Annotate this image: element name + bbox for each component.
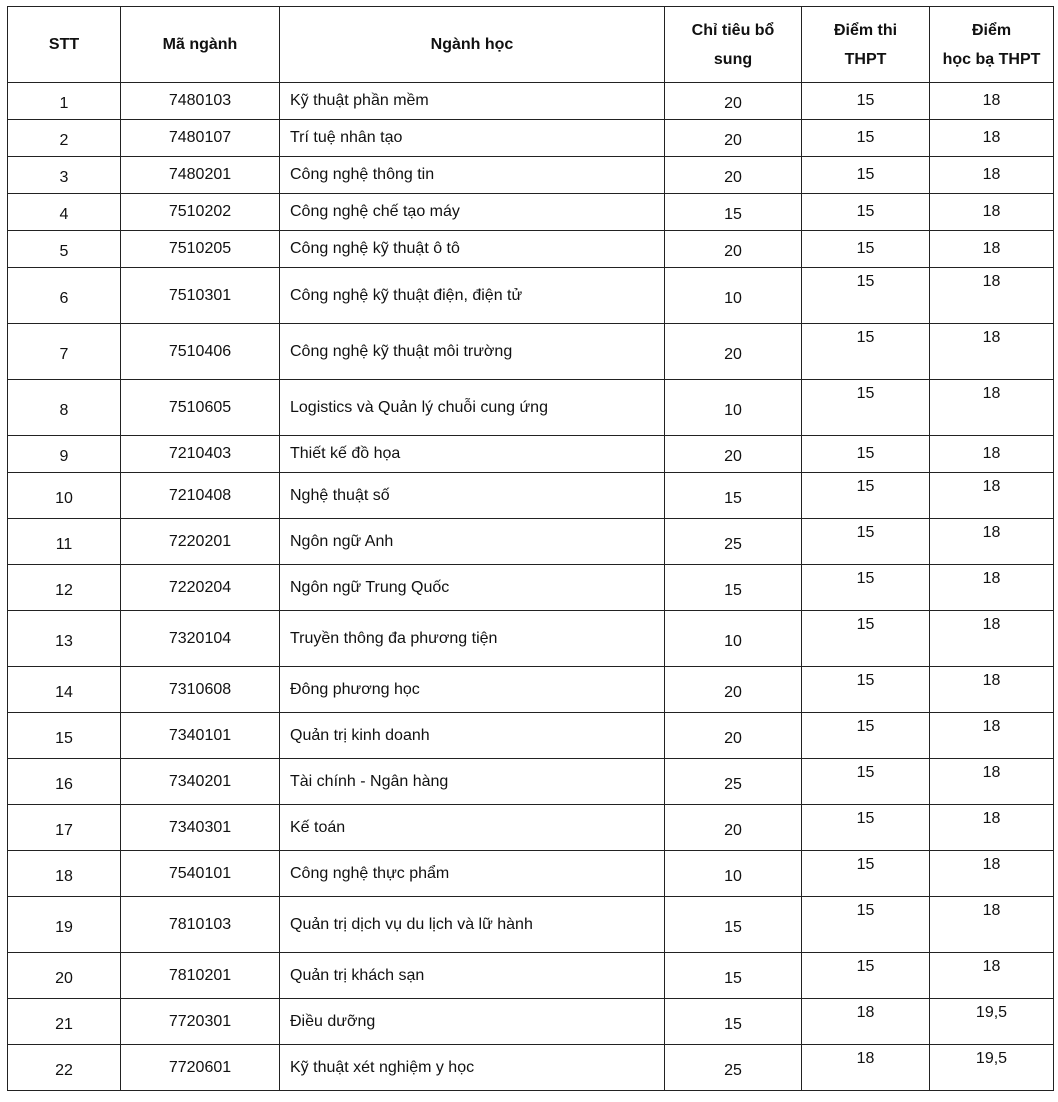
cell-record-score: 18 <box>930 897 1054 953</box>
table-header-row <box>8 7 1054 83</box>
table-row <box>8 157 1054 194</box>
cell-quota: 20 <box>665 157 802 194</box>
cell-exam-score: 15 <box>802 611 930 667</box>
cell-record-score: 18 <box>930 268 1054 324</box>
cell-stt: 2 <box>8 120 121 157</box>
cell-exam-score: 15 <box>802 380 930 436</box>
table-row <box>8 611 1054 667</box>
cell-quota: 15 <box>665 473 802 519</box>
table-row <box>8 1045 1054 1091</box>
cell-record-score: 18 <box>930 851 1054 897</box>
table-row <box>8 805 1054 851</box>
cell-quota: 20 <box>665 805 802 851</box>
cell-quota: 20 <box>665 231 802 268</box>
table-row <box>8 231 1054 268</box>
cell-record-score: 19,5 <box>930 1045 1054 1091</box>
cell-quota: 20 <box>665 713 802 759</box>
cell-code: 7510205 <box>121 231 280 268</box>
cell-stt: 19 <box>8 897 121 953</box>
cell-stt: 6 <box>8 268 121 324</box>
cell-exam-score: 15 <box>802 519 930 565</box>
cell-exam-score: 15 <box>802 473 930 519</box>
table-row <box>8 473 1054 519</box>
cell-code: 7510605 <box>121 380 280 436</box>
cell-major: Công nghệ chế tạo máy <box>280 194 665 231</box>
cell-record-score: 18 <box>930 667 1054 713</box>
cell-stt: 11 <box>8 519 121 565</box>
table-row <box>8 667 1054 713</box>
cell-stt: 12 <box>8 565 121 611</box>
table-row <box>8 436 1054 473</box>
cell-record-score: 18 <box>930 953 1054 999</box>
cell-code: 7810103 <box>121 897 280 953</box>
cell-code: 7480201 <box>121 157 280 194</box>
cell-major: Quản trị khách sạn <box>280 953 665 999</box>
table-row <box>8 999 1054 1045</box>
cell-record-score: 19,5 <box>930 999 1054 1045</box>
cell-stt: 20 <box>8 953 121 999</box>
cell-code: 7210403 <box>121 436 280 473</box>
cell-stt: 5 <box>8 231 121 268</box>
cell-record-score: 18 <box>930 83 1054 120</box>
cell-major: Tài chính - Ngân hàng <box>280 759 665 805</box>
cell-major: Công nghệ thông tin <box>280 157 665 194</box>
cell-major: Ngôn ngữ Trung Quốc <box>280 565 665 611</box>
cell-record-score: 18 <box>930 519 1054 565</box>
cell-stt: 17 <box>8 805 121 851</box>
cell-record-score: 18 <box>930 324 1054 380</box>
cell-stt: 18 <box>8 851 121 897</box>
cell-record-score: 18 <box>930 805 1054 851</box>
cell-quota: 10 <box>665 851 802 897</box>
cell-stt: 1 <box>8 83 121 120</box>
table-row <box>8 120 1054 157</box>
cell-stt: 10 <box>8 473 121 519</box>
cell-exam-score: 15 <box>802 231 930 268</box>
cell-code: 7510301 <box>121 268 280 324</box>
table-row <box>8 851 1054 897</box>
cell-record-score: 18 <box>930 611 1054 667</box>
cell-stt: 3 <box>8 157 121 194</box>
cell-quota: 15 <box>665 897 802 953</box>
cell-exam-score: 15 <box>802 851 930 897</box>
cell-major: Kế toán <box>280 805 665 851</box>
cell-exam-score: 15 <box>802 436 930 473</box>
cell-major: Đông phương học <box>280 667 665 713</box>
table-row <box>8 519 1054 565</box>
cell-major: Điều dưỡng <box>280 999 665 1045</box>
quota-table <box>7 6 1054 1091</box>
cell-major: Công nghệ kỹ thuật điện, điện tử <box>280 268 665 324</box>
cell-stt: 21 <box>8 999 121 1045</box>
cell-quota: 15 <box>665 565 802 611</box>
table-row <box>8 565 1054 611</box>
cell-quota: 15 <box>665 194 802 231</box>
cell-stt: 16 <box>8 759 121 805</box>
cell-code: 7480103 <box>121 83 280 120</box>
table-row <box>8 324 1054 380</box>
cell-code: 7310608 <box>121 667 280 713</box>
cell-exam-score: 15 <box>802 324 930 380</box>
cell-record-score: 18 <box>930 120 1054 157</box>
cell-exam-score: 15 <box>802 667 930 713</box>
cell-major: Logistics và Quản lý chuỗi cung ứng <box>280 380 665 436</box>
cell-code: 7220204 <box>121 565 280 611</box>
cell-exam-score: 15 <box>802 897 930 953</box>
cell-code: 7340101 <box>121 713 280 759</box>
cell-code: 7510406 <box>121 324 280 380</box>
header-code: Mã ngành <box>121 7 280 83</box>
cell-major: Công nghệ kỹ thuật ô tô <box>280 231 665 268</box>
table-row <box>8 759 1054 805</box>
cell-exam-score: 15 <box>802 194 930 231</box>
cell-exam-score: 15 <box>802 565 930 611</box>
cell-record-score: 18 <box>930 713 1054 759</box>
cell-code: 7720301 <box>121 999 280 1045</box>
cell-exam-score: 15 <box>802 759 930 805</box>
cell-major: Thiết kế đồ họa <box>280 436 665 473</box>
cell-exam-score: 18 <box>802 999 930 1045</box>
cell-stt: 7 <box>8 324 121 380</box>
cell-code: 7210408 <box>121 473 280 519</box>
table-row <box>8 83 1054 120</box>
cell-exam-score: 15 <box>802 83 930 120</box>
cell-record-score: 18 <box>930 157 1054 194</box>
cell-quota: 25 <box>665 1045 802 1091</box>
table-row <box>8 897 1054 953</box>
header-record-score: Điểm học bạ THPT <box>930 7 1054 83</box>
cell-stt: 4 <box>8 194 121 231</box>
header-stt: STT <box>8 7 121 83</box>
cell-quota: 10 <box>665 380 802 436</box>
cell-exam-score: 15 <box>802 157 930 194</box>
cell-record-score: 18 <box>930 194 1054 231</box>
cell-record-score: 18 <box>930 473 1054 519</box>
cell-code: 7810201 <box>121 953 280 999</box>
cell-stt: 13 <box>8 611 121 667</box>
cell-record-score: 18 <box>930 380 1054 436</box>
table-row <box>8 713 1054 759</box>
cell-stt: 14 <box>8 667 121 713</box>
header-exam-score: Điểm thi THPT <box>802 7 930 83</box>
cell-code: 7720601 <box>121 1045 280 1091</box>
cell-quota: 10 <box>665 611 802 667</box>
cell-exam-score: 15 <box>802 805 930 851</box>
cell-major: Truyền thông đa phương tiện <box>280 611 665 667</box>
cell-quota: 15 <box>665 953 802 999</box>
cell-record-score: 18 <box>930 436 1054 473</box>
table-row <box>8 953 1054 999</box>
cell-stt: 15 <box>8 713 121 759</box>
cell-major: Quản trị dịch vụ du lịch và lữ hành <box>280 897 665 953</box>
cell-quota: 10 <box>665 268 802 324</box>
table-row <box>8 194 1054 231</box>
cell-exam-score: 15 <box>802 713 930 759</box>
cell-stt: 8 <box>8 380 121 436</box>
cell-exam-score: 18 <box>802 1045 930 1091</box>
cell-code: 7340201 <box>121 759 280 805</box>
cell-exam-score: 15 <box>802 953 930 999</box>
cell-exam-score: 15 <box>802 120 930 157</box>
cell-major: Trí tuệ nhân tạo <box>280 120 665 157</box>
cell-major: Kỹ thuật phần mềm <box>280 83 665 120</box>
cell-quota: 20 <box>665 83 802 120</box>
cell-code: 7340301 <box>121 805 280 851</box>
cell-exam-score: 15 <box>802 268 930 324</box>
cell-quota: 25 <box>665 759 802 805</box>
cell-major: Quản trị kinh doanh <box>280 713 665 759</box>
cell-quota: 20 <box>665 436 802 473</box>
cell-code: 7480107 <box>121 120 280 157</box>
header-quota: Chỉ tiêu bổ sung <box>665 7 802 83</box>
cell-major: Công nghệ thực phẩm <box>280 851 665 897</box>
cell-code: 7510202 <box>121 194 280 231</box>
cell-record-score: 18 <box>930 759 1054 805</box>
cell-quota: 20 <box>665 120 802 157</box>
cell-major: Nghệ thuật số <box>280 473 665 519</box>
cell-code: 7220201 <box>121 519 280 565</box>
cell-quota: 20 <box>665 324 802 380</box>
cell-quota: 15 <box>665 999 802 1045</box>
cell-record-score: 18 <box>930 565 1054 611</box>
cell-stt: 22 <box>8 1045 121 1091</box>
cell-code: 7540101 <box>121 851 280 897</box>
cell-code: 7320104 <box>121 611 280 667</box>
cell-stt: 9 <box>8 436 121 473</box>
cell-quota: 20 <box>665 667 802 713</box>
cell-major: Ngôn ngữ Anh <box>280 519 665 565</box>
cell-quota: 25 <box>665 519 802 565</box>
cell-record-score: 18 <box>930 231 1054 268</box>
header-major: Ngành học <box>280 7 665 83</box>
cell-major: Công nghệ kỹ thuật môi trường <box>280 324 665 380</box>
cell-major: Kỹ thuật xét nghiệm y học <box>280 1045 665 1091</box>
table-row <box>8 268 1054 324</box>
table-row <box>8 380 1054 436</box>
